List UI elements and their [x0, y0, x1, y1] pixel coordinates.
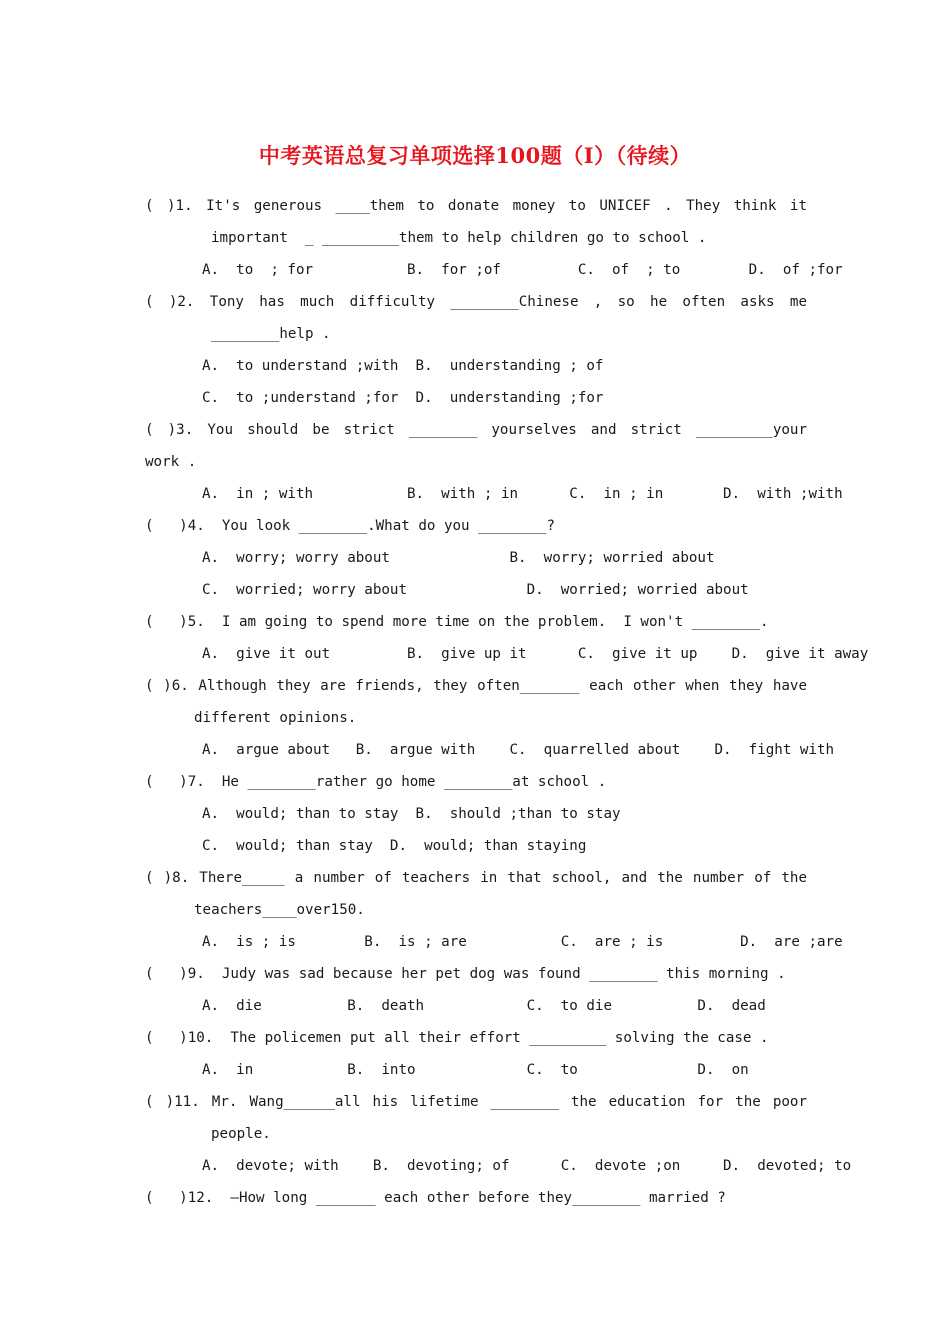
q3-line1: ( )3. You should be strict ________ yourselves and strict _________your — [145, 422, 807, 438]
q10-options: A. in B. into C. to D. on — [202, 1062, 749, 1078]
q2-options-a: A. to understand ;with B. understanding ; of — [202, 358, 604, 374]
q6-options: A. argue about B. argue with C. quarrelled about D. fight with — [202, 742, 835, 758]
q5-line1: ( )5. I am going to spend more time on the problem. I won't ________. — [145, 614, 769, 630]
q12-line1: ( )12. —How long _______ each other before they________ married ? — [145, 1190, 726, 1206]
q7-options-a: A. would; than to stay B. should ;than to stay — [202, 806, 621, 822]
q1-options: A. to ; for B. for ;of C. of ; to D. of ;for — [202, 262, 843, 278]
q11-line2: people. — [211, 1126, 271, 1142]
q10-line1: ( )10. The policemen put all their effort _________ solving the case . — [145, 1030, 769, 1046]
q4-options-a: A. worry; worry about B. worry; worried about — [202, 550, 715, 566]
q4-options-b: C. worried; worry about D. worried; worried about — [202, 582, 749, 598]
q11-line1: ( )11. Mr. Wang______all his lifetime ________ the education for the poor — [145, 1094, 807, 1110]
q9-line1: ( )9. Judy was sad because her pet dog was found ________ this morning . — [145, 966, 786, 982]
q7-line1: ( )7. He ________rather go home ________at school . — [145, 774, 607, 790]
q3-options: A. in ; with B. with ; in C. in ; in D. with ;with — [202, 486, 843, 502]
q1-line1: ( )1. It's generous ____them to donate money to UNICEF . They think it — [145, 198, 807, 214]
q7-options-b: C. would; than stay D. would; than staying — [202, 838, 587, 854]
q2-line1: ( )2. Tony has much difficulty ________Chinese , so he often asks me — [145, 294, 807, 310]
q1-line2: important _ _________them to help children go to school . — [211, 230, 707, 246]
q4-line1: ( )4. You look ________.What do you ________? — [145, 518, 555, 534]
q8-options: A. is ; is B. is ; are C. are ; is D. are ;are — [202, 934, 843, 950]
q8-line2: teachers____over150. — [194, 902, 365, 918]
q6-line1: ( )6. Although they are friends, they often_______ each other when they have — [145, 678, 807, 694]
page-title: 中考英语总复习单项选择100题（Ⅰ）（待续） — [258, 143, 692, 168]
q11-options: A. devote; with B. devoting; of C. devote ;on D. devoted; to — [202, 1158, 852, 1174]
q3-line2: work . — [145, 454, 197, 470]
q5-options: A. give it out B. give up it C. give it up D. give it away — [202, 646, 869, 662]
q9-options: A. die B. death C. to die D. dead — [202, 998, 766, 1014]
q6-line2: different opinions. — [194, 710, 357, 726]
q8-line1: ( )8. There_____ a number of teachers in that school, and the number of the — [145, 870, 807, 886]
q2-line2: ________help . — [211, 326, 331, 342]
q2-options-b: C. to ;understand ;for D. understanding ;for — [202, 390, 604, 406]
